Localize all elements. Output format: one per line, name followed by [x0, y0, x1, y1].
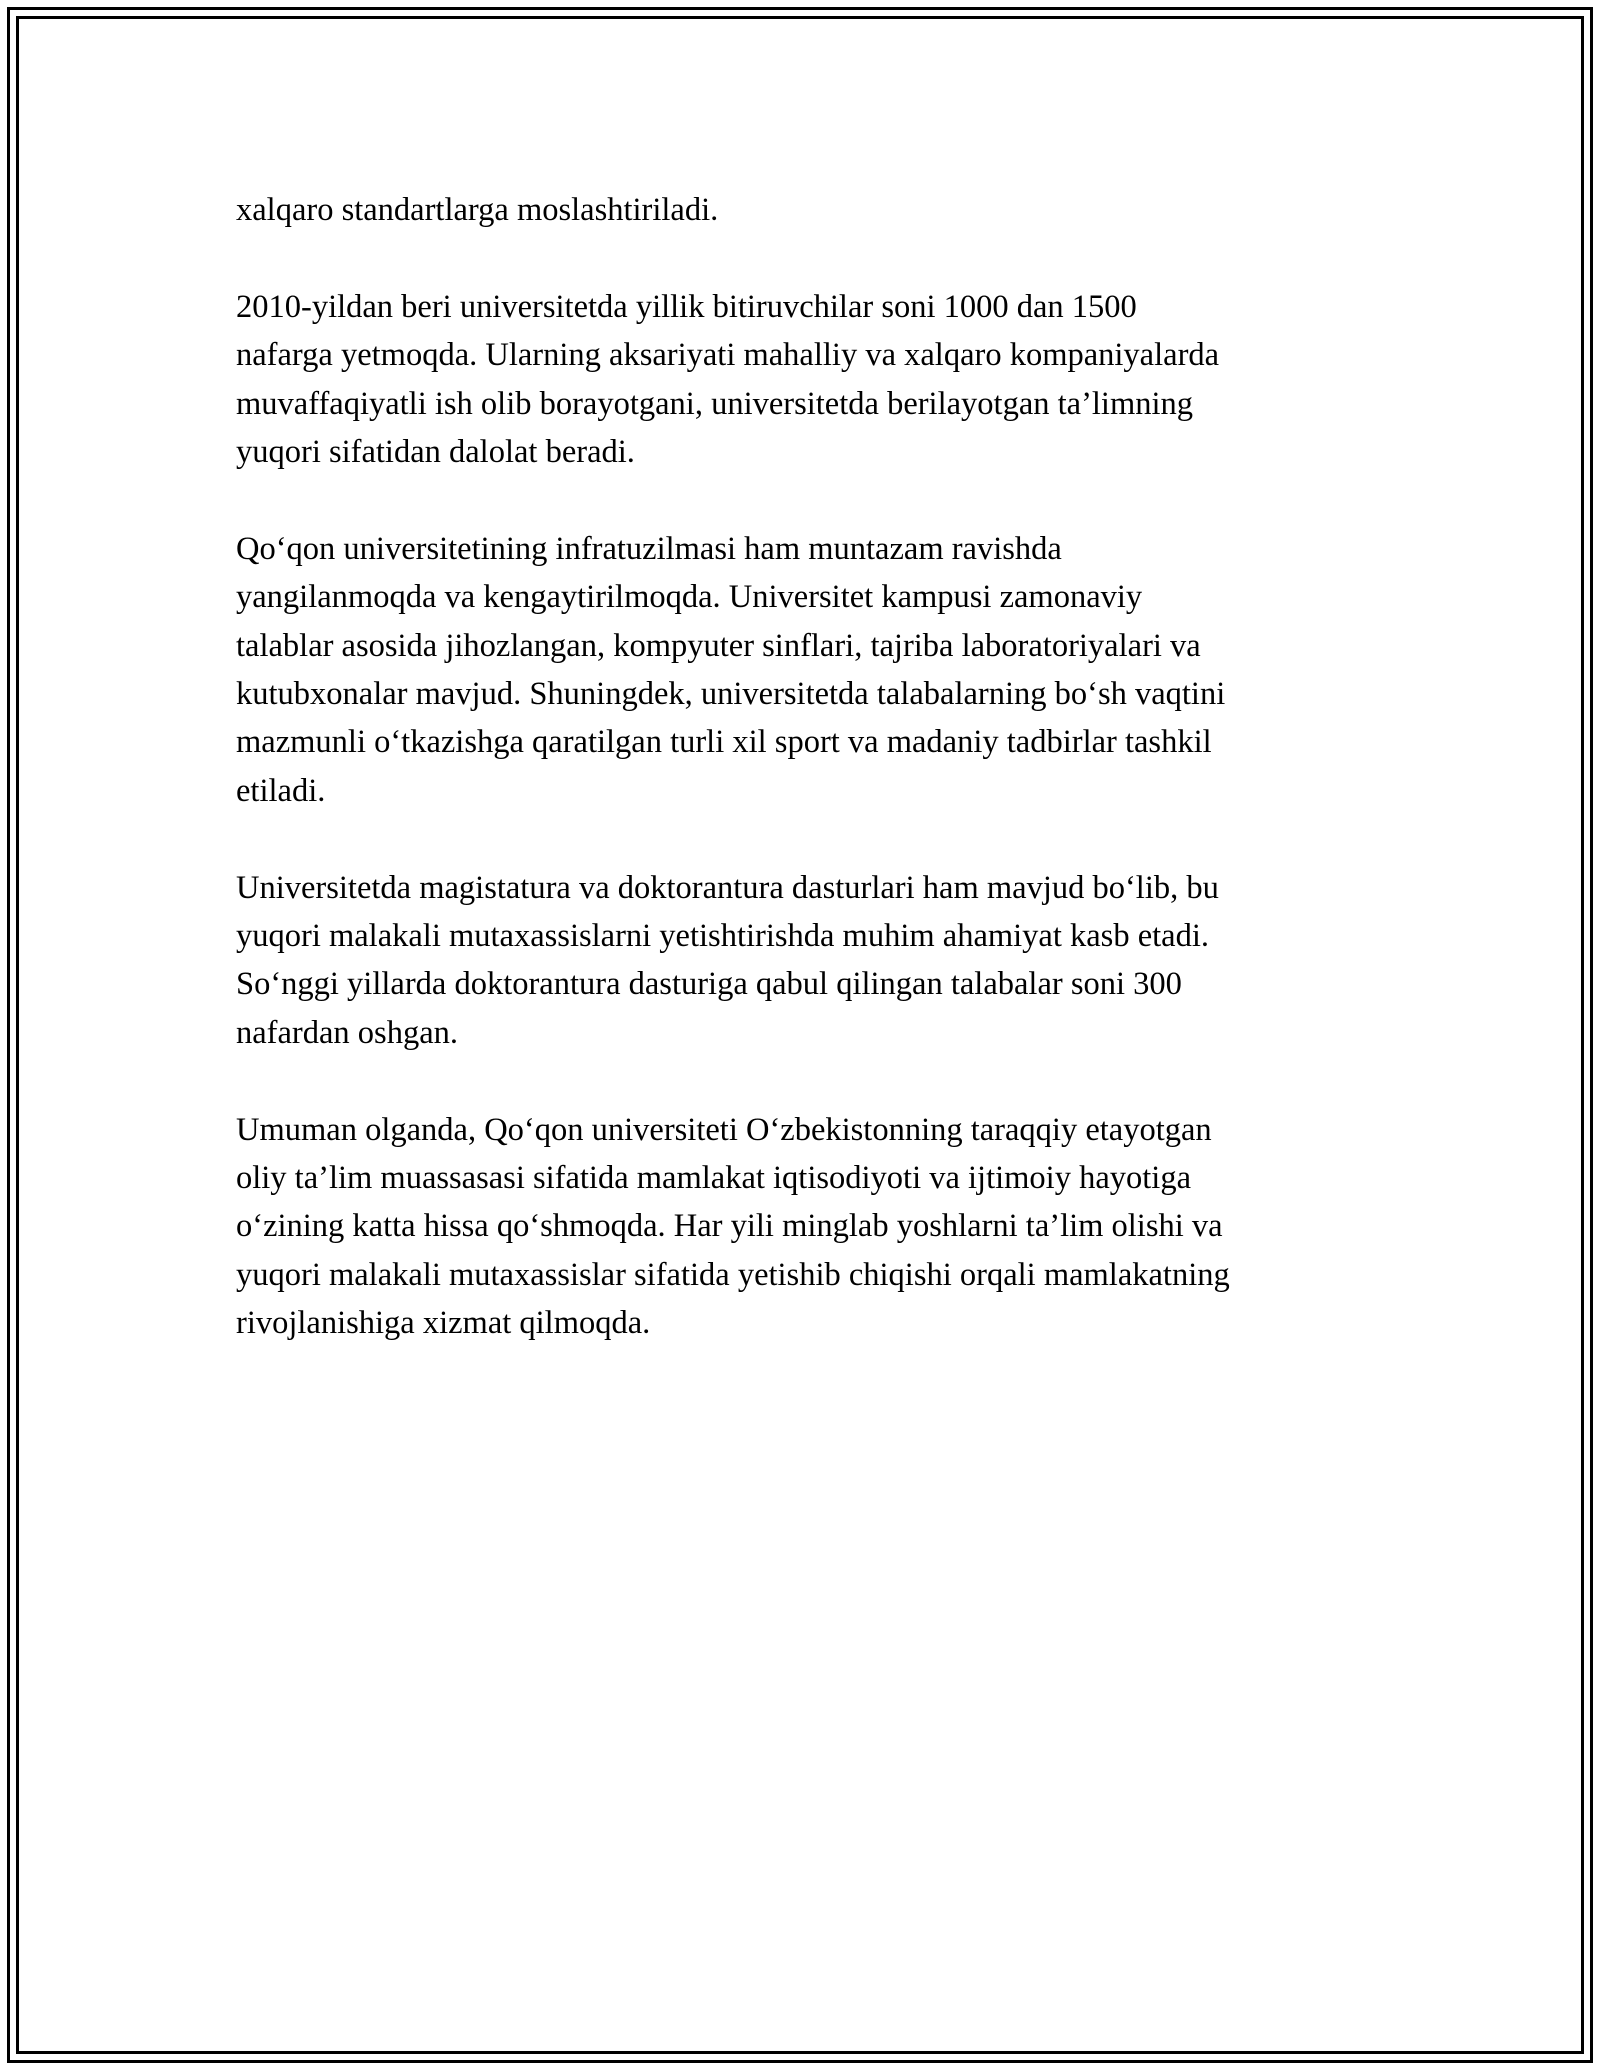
document-body [236, 186, 1366, 1396]
text-line: Umuman olganda, Qo‘qon universiteti O‘zbekistonning taraqqiy etayotgan [236, 1111, 1212, 1148]
text-line: yuqori malakali mutaxassislarni yetishtirishda muhim ahamiyat kasb etadi. [236, 918, 1209, 955]
text-line: muvaffaqiyatli ish olib borayotgani, universitetda berilayotgan ta’limning [236, 385, 1194, 422]
text-line: nafarga yetmoqda. Ularning aksariyati mahalliy va xalqaro kompaniyalarda [236, 337, 1220, 374]
paragraph-1 [236, 186, 1366, 234]
text-line: yangilanmoqda va kengaytirilmoqda. Universitet kampusi zamonaviy [236, 579, 1143, 616]
text-line: xalqaro standartlarga moslashtiriladi. [236, 192, 719, 228]
text-line: Universitetda magistatura va doktorantura dasturlari ham mavjud bo‘lib, bu [236, 869, 1219, 906]
text-line: etiladi. [236, 772, 326, 809]
text-line: yuqori sifatidan dalolat beradi. [236, 434, 635, 471]
text-line: So‘nggi yillarda doktorantura dasturiga qabul qilingan talabalar soni 300 [236, 966, 1182, 1003]
paragraph-3 [236, 525, 1366, 815]
text-line: oliy ta’lim muassasasi sifatida mamlakat iqtisodiyoti va ijtimoiy hayotiga [236, 1160, 1191, 1197]
text-line: talablar asosida jihozlangan, kompyuter sinflari, tajriba laboratoriyalari va [236, 627, 1201, 664]
paragraph-5 [236, 1106, 1366, 1348]
paragraph-4 [236, 864, 1366, 1058]
paragraph-2 [236, 283, 1366, 477]
text-line: Qo‘qon universitetining infratuzilmasi ham muntazam ravishda [236, 530, 1062, 567]
text-line: nafardan oshgan. [236, 1014, 458, 1051]
text-line: mazmunli o‘tkazishga qaratilgan turli xil sport va madaniy tadbirlar tashkil [236, 724, 1212, 761]
text-line: o‘zining katta hissa qo‘shmoqda. Har yili minglab yoshlarni ta’lim olishi va [236, 1208, 1223, 1245]
text-line: kutubxonalar mavjud. Shuningdek, universitetda talabalarning bo‘sh vaqtini [236, 676, 1226, 713]
text-line: yuqori malakali mutaxassislar sifatida yetishib chiqishi orqali mamlakatning [236, 1256, 1230, 1293]
text-line: 2010-yildan beri universitetda yillik bitiruvchilar soni 1000 dan 1500 [236, 288, 1137, 325]
text-line: rivojlanishiga xizmat qilmoqda. [236, 1305, 651, 1342]
